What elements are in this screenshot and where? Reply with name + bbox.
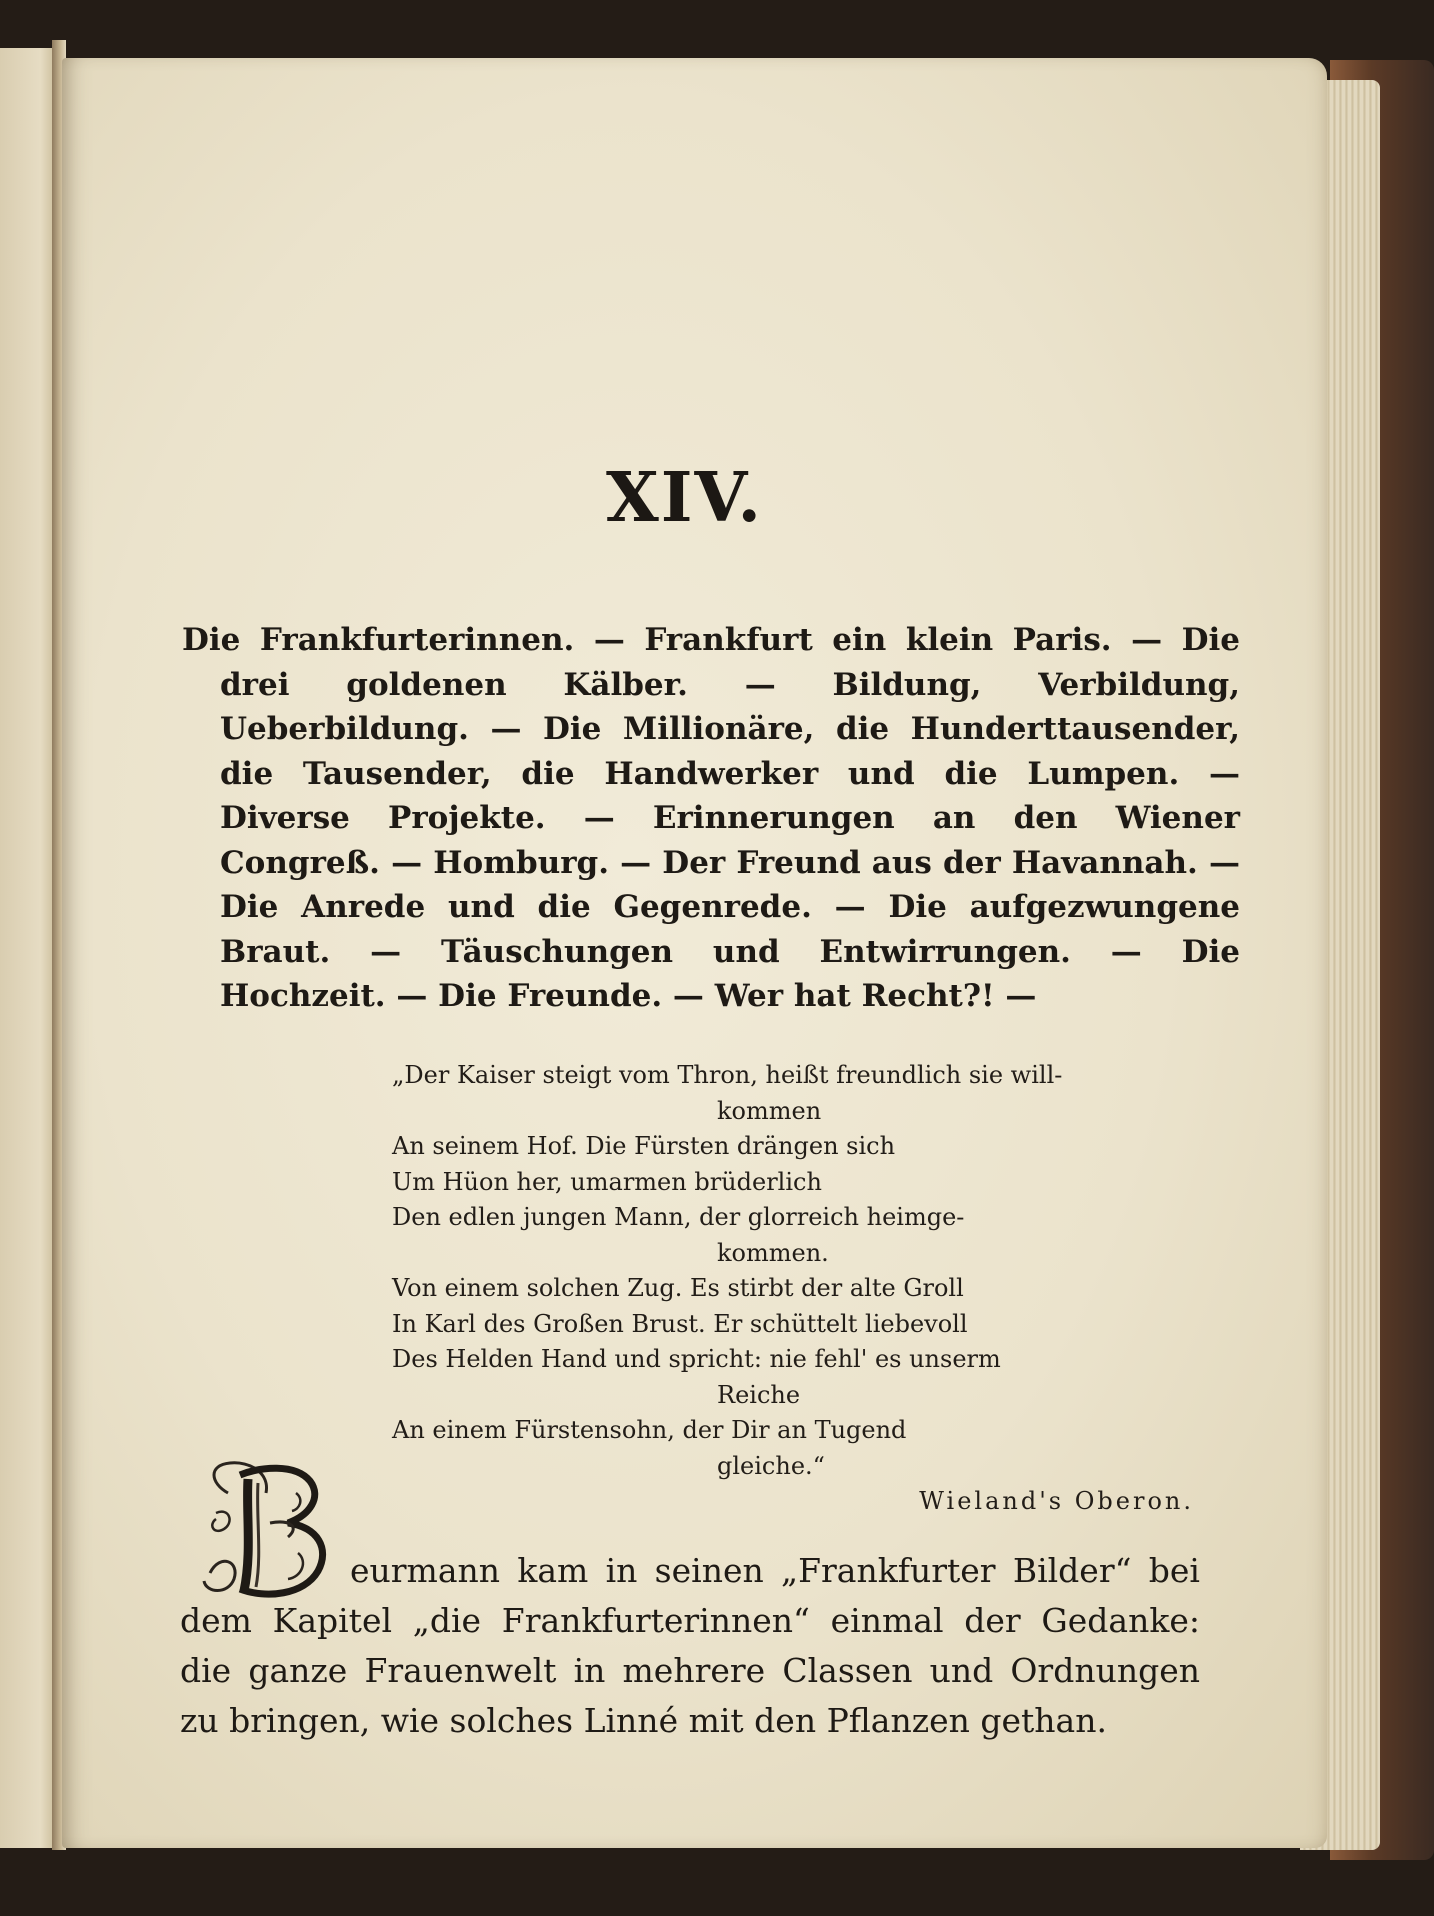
chapter-title: XIV. [605,458,764,538]
epigraph-line-continuation: gleiche.“ [717,1451,825,1480]
epigraph-line: Des Helden Hand und spricht: nie fehl' es unserm [392,1345,1001,1373]
epigraph-line: An seinem Hof. Die Fürsten drängen sich [392,1132,896,1160]
epigraph-line-continuation: Reiche [717,1380,801,1409]
epigraph-line: Von einem solchen Zug. Es stirbt der alte Groll [392,1274,964,1302]
epigraph-line: In Karl des Großen Brust. Er schüttelt liebevoll [392,1309,968,1338]
epigraph-line-continuation: kommen [717,1096,822,1125]
epigraph-line: Um Hüon her, umarmen brüderlich [392,1167,822,1196]
epigraph-source: Wieland's Oberon. [919,1487,1194,1515]
epigraph [392,1058,1202,1520]
epigraph-line: Den edlen jungen Mann, der glorreich heimge- [392,1203,965,1231]
epigraph-line: An einem Fürstensohn, der Dir an Tugend [392,1416,907,1444]
epigraph-line-continuation: kommen. [717,1238,829,1267]
chapter-summary: Die Frankfurterinnen. — Frankfurt ein klein Paris. — Die drei goldenen Kälber. — Bildung, Verbildung, Ueberbildung. — Die Millionäre, die Hunderttausender, die Tausender, die Handwerker und die Lumpen. — Diverse Projekte. — Erinnerungen an den Wiener Congreß. — Homburg. — Der Freund aus der Havannah. — Die Anrede und die Gegenrede. — Die aufgezwungene Braut. — Täuschungen und Entwirrungen. — Die Hochzeit. — Die Freunde. — Wer hat Recht?! — [182,622,1240,1014]
book-page [62,58,1327,1848]
facing-page-edge [0,48,58,1848]
epigraph-line: „Der Kaiser steigt vom Thron, heißt freundlich sie will- [392,1061,1063,1089]
chapter-body-text: eurmann kam in seinen „Frankfurter Bilder“ bei dem Kapitel „die Frankfurterinnen“ einmal der Gedanke: die ganze Frauenwelt in mehrere Classen und Ordnungen zu bringen, wie solches Linné mit den Pflanzen gethan. [180,1551,1200,1740]
